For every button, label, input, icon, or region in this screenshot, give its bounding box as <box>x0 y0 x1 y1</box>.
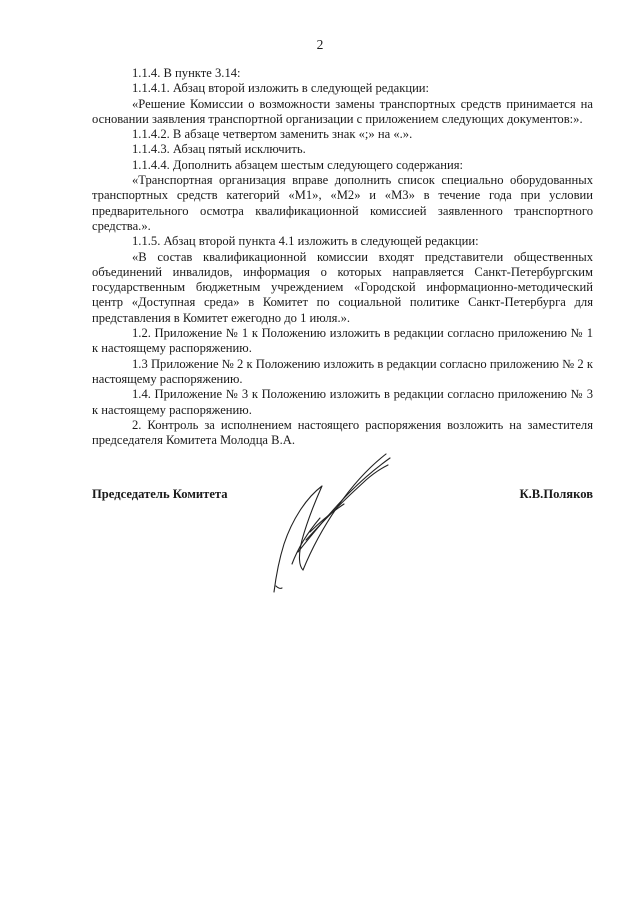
paragraph-1-1-5: 1.1.5. Абзац второй пункта 4.1 изложить в следующей редакции: <box>132 234 479 249</box>
quoted-paragraph-commission-decision: «Решение Комиссии о возможности замены транспортных средств принимается на основании заявления транспортной организации с приложением следующих документов:». <box>92 96 593 126</box>
paragraph-1-3: 1.3 Приложение № 2 к Положению изложить в редакции согласно приложению № 2 к настоящему распоряжению. <box>92 356 593 386</box>
paragraph-1-1-4: 1.1.4. В пункте 3.14: <box>132 66 241 80</box>
signatory-position: Председатель Комитета <box>92 487 228 501</box>
paragraph-1-4: 1.4. Приложение № 3 к Положению изложить в редакции согласно приложению № 3 к настоящему распоряжению. <box>92 387 593 417</box>
handwritten-signature <box>262 448 402 598</box>
paragraph-1-1-4-3: 1.1.4.3. Абзац пятый исключить. <box>132 142 306 157</box>
quoted-paragraph-transport-organization: «Транспортная организация вправе дополнить список специально оборудованных транспортных средств категорий «М1», «М2» и «М3» в течение года при условии предварительного осмотра квалификационной комиссией заявленного транспортного средства.». <box>92 173 593 233</box>
paragraph-1-2: 1.2. Приложение № 1 к Положению изложить в редакции согласно приложению № 1 к настоящему распоряжению. <box>92 326 593 356</box>
paragraph-1-1-4-2: 1.1.4.2. В абзаце четвертом заменить знак «;» на «.». <box>132 127 413 142</box>
quoted-paragraph-commission-composition: «В состав квалификационной комиссии входят представители общественных объединений инвалидов, информация о которых направляется Санкт-Петербургским государственным бюджетным учреждением «Городской информационно-методический центр «Доступная среда» в Комитет по социальной политике Санкт-Петербурга для представления в Комитет ежегодно до 1 июля.». <box>92 249 593 325</box>
document-body <box>92 66 593 448</box>
paragraph-1-1-4-1: 1.1.4.1. Абзац второй изложить в следующей редакции: <box>132 81 430 96</box>
page-number: 2 <box>316 37 324 52</box>
paragraph-2-control: 2. Контроль за исполнением настоящего распоряжения возложить на заместителя председателя Комитета Молодца В.А. <box>92 417 593 448</box>
paragraph-1-1-4-4: 1.1.4.4. Дополнить абзацем шестым следующего содержания: <box>132 157 464 172</box>
signatory-name: К.В.Поляков <box>519 487 593 501</box>
